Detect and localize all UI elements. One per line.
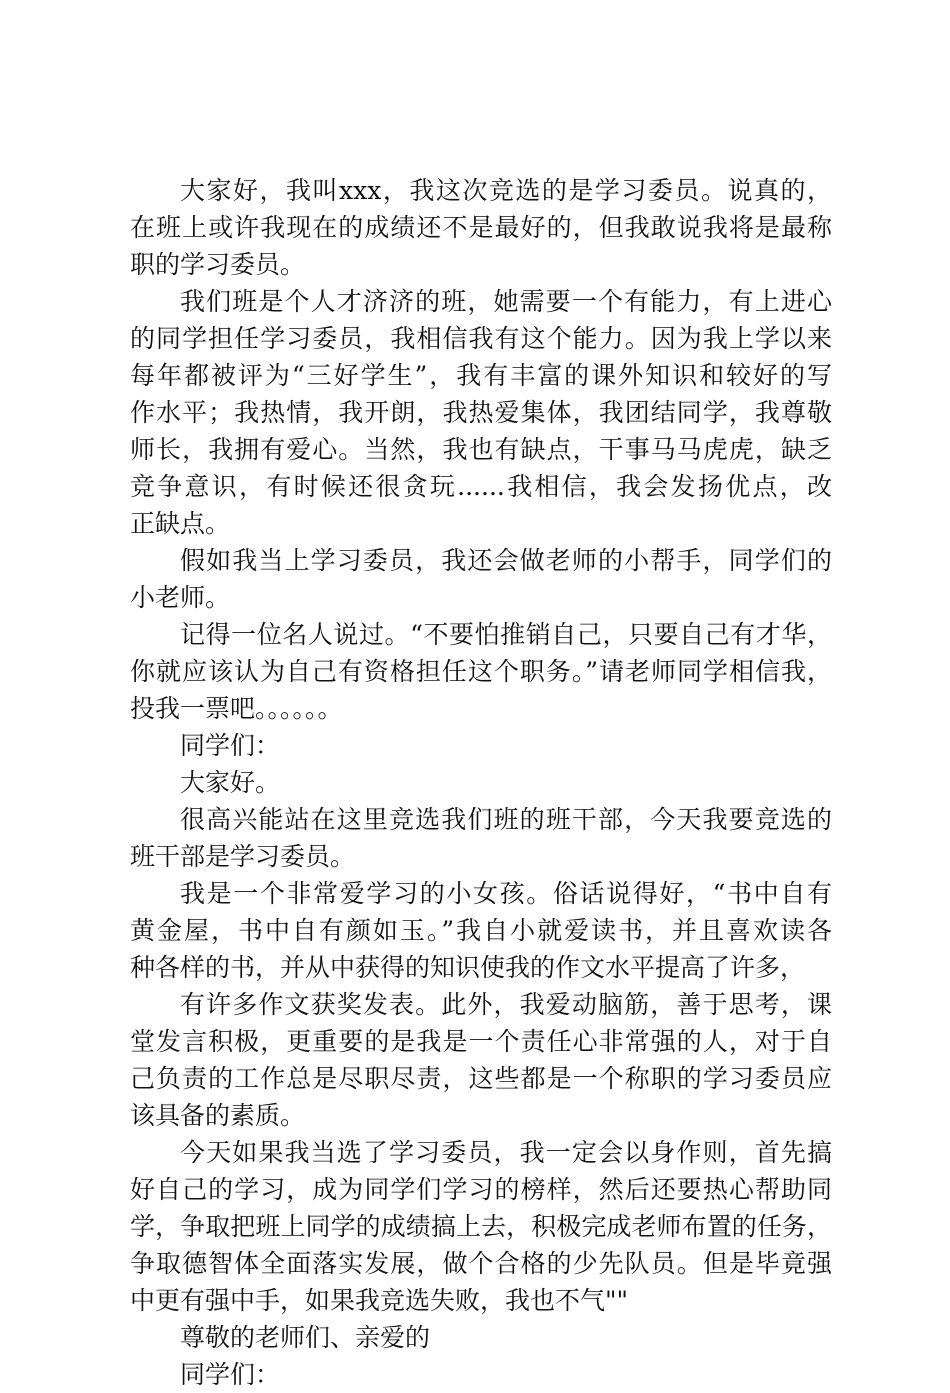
text-line: 我是一个非常爱学习的小女孩。俗话说得好，“书中自有 xyxy=(180,879,832,908)
text-line: 好自己的学习，成为同学们学习的榜样，然后还要热心帮助同 xyxy=(130,1175,832,1204)
text-line: 假如我当上学习委员，我还会做老师的小帮手，同学们的 xyxy=(180,546,832,575)
text-line: 尊敬的老师们、亲爱的 xyxy=(180,1323,431,1352)
text-line: 在班上或许我现在的成绩还不是最好的，但我敢说我将是最称 xyxy=(130,213,832,242)
document-body xyxy=(130,172,832,1393)
text-line: 大家好。 xyxy=(180,768,281,797)
text-line: 有许多作文获奖发表。此外，我爱动脑筋，善于思考，课 xyxy=(180,990,832,1019)
text-line: 今天如果我当选了学习委员，我一定会以身作则，首先搞 xyxy=(180,1138,832,1167)
text-line: 小老师。 xyxy=(130,583,231,612)
text-line: 种各样的书，并从中获得的知识使我的作文水平提高了许多， xyxy=(130,953,806,982)
text-line: 己负责的工作总是尽职尽责，这些都是一个称职的学习委员应 xyxy=(130,1064,832,1093)
text-line: 黄金屋，书中自有颜如玉。”我自小就爱读书，并且喜欢读各 xyxy=(130,916,832,945)
text-line: 中更有强中手，如果我竞选失败，我也不气"" xyxy=(130,1286,628,1315)
text-line: 作水平；我热情，我开朗，我热爱集体，我团结同学，我尊敬 xyxy=(130,398,832,427)
text-line: 同学们： xyxy=(180,731,281,760)
text-line: 师长，我拥有爱心。当然，我也有缺点，干事马马虎虎，缺乏 xyxy=(130,435,832,464)
text-line: 我们班是个人才济济的班，她需要一个有能力，有上进心 xyxy=(180,287,832,316)
text-line: 你就应该认为自己有资格担任这个职务。”请老师同学相信我， xyxy=(130,657,832,686)
text-line: 同学们： xyxy=(180,1360,281,1389)
text-line: 该具备的素质。 xyxy=(130,1101,306,1130)
text-line: 很高兴能站在这里竞选我们班的班干部，今天我要竞选的 xyxy=(180,805,832,834)
text-line: 每年都被评为“三好学生”，我有丰富的课外知识和较好的写 xyxy=(130,361,832,390)
text-line: 堂发言积极，更重要的是我是一个责任心非常强的人，对于自 xyxy=(130,1027,832,1056)
text-line: 竞争意识，有时候还很贪玩......我相信，我会发扬优点，改 xyxy=(130,472,832,501)
text-line: 投我一票吧。。。。。。 xyxy=(130,694,343,723)
text-line: 学，争取把班上同学的成绩搞上去，积极完成老师布置的任务， xyxy=(130,1212,832,1241)
text-line: 争取德智体全面落实发展，做个合格的少先队员。但是毕竟强 xyxy=(130,1249,832,1278)
text-line: 职的学习委员。 xyxy=(130,250,306,279)
text-line: 的同学担任学习委员，我相信我有这个能力。因为我上学以来 xyxy=(130,324,832,353)
text-line: 大家好，我叫xxx，我这次竞选的是学习委员。说真的， xyxy=(180,176,832,205)
text-line: 记得一位名人说过。“不要怕推销自己，只要自己有才华， xyxy=(180,620,832,649)
text-line: 班干部是学习委员。 xyxy=(130,842,356,871)
text-line: 正缺点。 xyxy=(130,509,231,538)
